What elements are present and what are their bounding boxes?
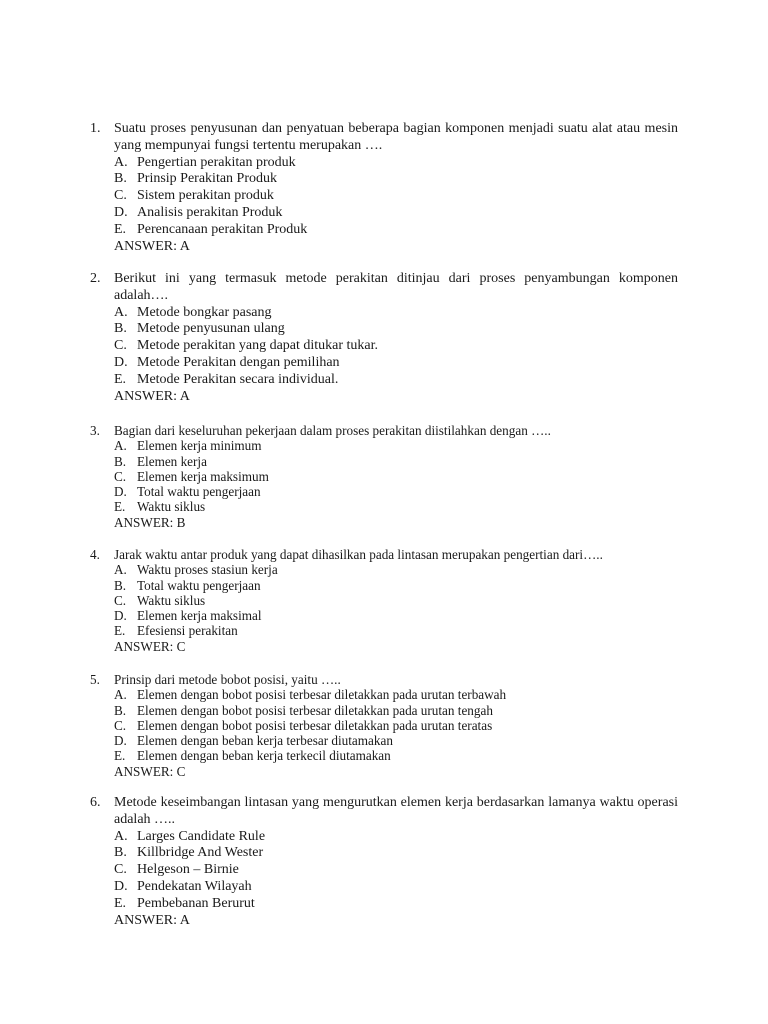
- option-a: [114, 562, 678, 577]
- option-letter: B.: [114, 702, 127, 718]
- option-letter: C.: [114, 592, 127, 608]
- option-text: Elemen dengan bobot posisi terbesar diletakkan pada urutan tengah: [137, 702, 493, 718]
- option-text: Elemen dengan beban kerja terbesar diutamakan: [137, 733, 393, 749]
- option-b: [114, 454, 678, 469]
- option-letter: C.: [114, 717, 127, 733]
- option-letter: C.: [114, 862, 127, 878]
- answer-key: ANSWER: A: [114, 238, 190, 254]
- option-text: Metode Perakitan dengan pemilihan: [137, 354, 340, 370]
- option-letter: D.: [114, 878, 128, 894]
- option-e: [114, 623, 678, 638]
- question-text: Prinsip dari metode bobot posisi, yaitu …..: [114, 672, 341, 687]
- option-letter: D.: [114, 733, 127, 749]
- option-b: [114, 321, 678, 338]
- option-letter: D.: [114, 484, 127, 500]
- option-text: Pembebanan Berurut: [137, 895, 255, 911]
- question-number: 4.: [90, 547, 100, 562]
- option-letter: A.: [114, 828, 128, 844]
- option-letter: B.: [114, 171, 127, 187]
- question-number: 6.: [90, 795, 101, 810]
- option-text: Waktu proses stasiun kerja: [137, 562, 278, 578]
- option-a: [114, 438, 678, 453]
- option-letter: C.: [114, 338, 127, 354]
- option-text: Elemen dengan bobot posisi terbesar diletakkan pada urutan teratas: [137, 717, 493, 733]
- option-text: Elemen dengan beban kerja terkecil diutamakan: [137, 748, 391, 764]
- option-text: Elemen kerja maksimal: [137, 608, 262, 624]
- question-4: [90, 547, 678, 654]
- question-text: Suatu proses penyusunan dan penyatuan beberapa bagian komponen menjadi suatu alat atau mesin yang mempunyai fungsi tertentu merupakan ….: [114, 121, 678, 153]
- option-letter: A.: [114, 562, 127, 578]
- option-text: Waktu siklus: [137, 592, 206, 608]
- option-a: [114, 829, 678, 846]
- option-letter: B.: [114, 321, 127, 337]
- option-letter: A.: [114, 687, 127, 703]
- option-text: Analisis perakitan Produk: [137, 204, 283, 220]
- option-text: Prinsip Perakitan Produk: [137, 171, 277, 187]
- option-d: [114, 608, 678, 623]
- option-b: [114, 171, 678, 188]
- option-e: [114, 896, 678, 913]
- option-d: [114, 733, 678, 748]
- option-b: [114, 578, 678, 593]
- question-number: 3.: [90, 423, 100, 438]
- option-c: [114, 718, 678, 733]
- option-text: Elemen dengan bobot posisi terbesar diletakkan pada urutan terbawah: [137, 687, 507, 703]
- option-text: Metode perakitan yang dapat ditukar tukar.: [137, 338, 379, 354]
- question-text: Jarak waktu antar produk yang dapat dihasilkan pada lintasan merupakan pengertian dari…..: [114, 547, 603, 562]
- option-text: Helgeson – Birnie: [137, 862, 239, 878]
- option-a: [114, 155, 678, 172]
- option-letter: E.: [114, 623, 126, 639]
- option-c: [114, 338, 678, 355]
- answer-key: ANSWER: A: [114, 388, 190, 404]
- option-c: [114, 862, 678, 879]
- option-letter: B.: [114, 453, 127, 469]
- option-text: Pengertian perakitan produk: [137, 154, 296, 170]
- question-text: Berikut ini yang termasuk metode perakitan ditinjau dari proses penyambungan komponen adalah….: [114, 271, 678, 303]
- option-c: [114, 593, 678, 608]
- option-text: Elemen kerja maksimum: [137, 468, 269, 484]
- option-letter: D.: [114, 354, 128, 370]
- option-letter: B.: [114, 577, 127, 593]
- option-text: Metode bongkar pasang: [137, 304, 272, 320]
- option-letter: E.: [114, 221, 127, 237]
- option-b: [114, 703, 678, 718]
- option-letter: C.: [114, 188, 127, 204]
- option-e: [114, 222, 678, 239]
- answer-key: ANSWER: A: [114, 912, 190, 928]
- option-e: [114, 748, 678, 763]
- answer-key: ANSWER: C: [114, 763, 186, 779]
- option-d: [114, 205, 678, 222]
- option-letter: E.: [114, 895, 127, 911]
- option-text: Total waktu pengerjaan: [137, 484, 261, 500]
- option-text: Metode penyusunan ulang: [137, 321, 285, 337]
- question-5: [90, 672, 678, 779]
- option-a: [114, 687, 678, 702]
- option-text: Elemen kerja: [137, 453, 207, 469]
- option-text: Sistem perakitan produk: [137, 188, 274, 204]
- option-d: [114, 355, 678, 372]
- option-text: Larges Candidate Rule: [137, 828, 266, 844]
- question-number: 1.: [90, 121, 101, 136]
- option-letter: D.: [114, 204, 128, 220]
- option-letter: A.: [114, 154, 128, 170]
- option-text: Total waktu pengerjaan: [137, 577, 261, 593]
- option-e: [114, 499, 678, 514]
- option-text: Elemen kerja minimum: [137, 438, 262, 454]
- answer-key: ANSWER: B: [114, 514, 186, 530]
- option-text: Pendekatan Wilayah: [137, 878, 252, 894]
- option-text: Perencanaan perakitan Produk: [137, 221, 308, 237]
- question-2: [90, 271, 678, 405]
- option-letter: B.: [114, 845, 127, 861]
- question-number: 5.: [90, 672, 100, 687]
- option-letter: C.: [114, 468, 127, 484]
- question-number: 2.: [90, 271, 101, 286]
- answer-key: ANSWER: C: [114, 638, 186, 654]
- option-text: Killbridge And Wester: [137, 845, 264, 861]
- option-letter: E.: [114, 371, 127, 387]
- option-text: Waktu siklus: [137, 499, 206, 515]
- question-text: Metode keseimbangan lintasan yang mengurutkan elemen kerja berdasarkan lamanya waktu operasi adalah …..: [114, 795, 678, 827]
- option-a: [114, 305, 678, 322]
- option-letter: E.: [114, 748, 126, 764]
- question-3: [90, 423, 678, 530]
- option-e: [114, 372, 678, 389]
- option-letter: A.: [114, 438, 127, 454]
- option-d: [114, 879, 678, 896]
- question-6: [90, 795, 678, 929]
- option-letter: D.: [114, 608, 127, 624]
- question-text: Bagian dari keseluruhan pekerjaan dalam proses perakitan diistilahkan dengan …..: [114, 423, 551, 438]
- option-c: [114, 188, 678, 205]
- option-letter: E.: [114, 499, 126, 515]
- question-1: [90, 121, 678, 255]
- option-text: Efesiensi perakitan: [137, 623, 238, 639]
- option-b: [114, 845, 678, 862]
- option-c: [114, 469, 678, 484]
- option-d: [114, 484, 678, 499]
- option-text: Metode Perakitan secara individual.: [137, 371, 339, 387]
- option-letter: A.: [114, 304, 128, 320]
